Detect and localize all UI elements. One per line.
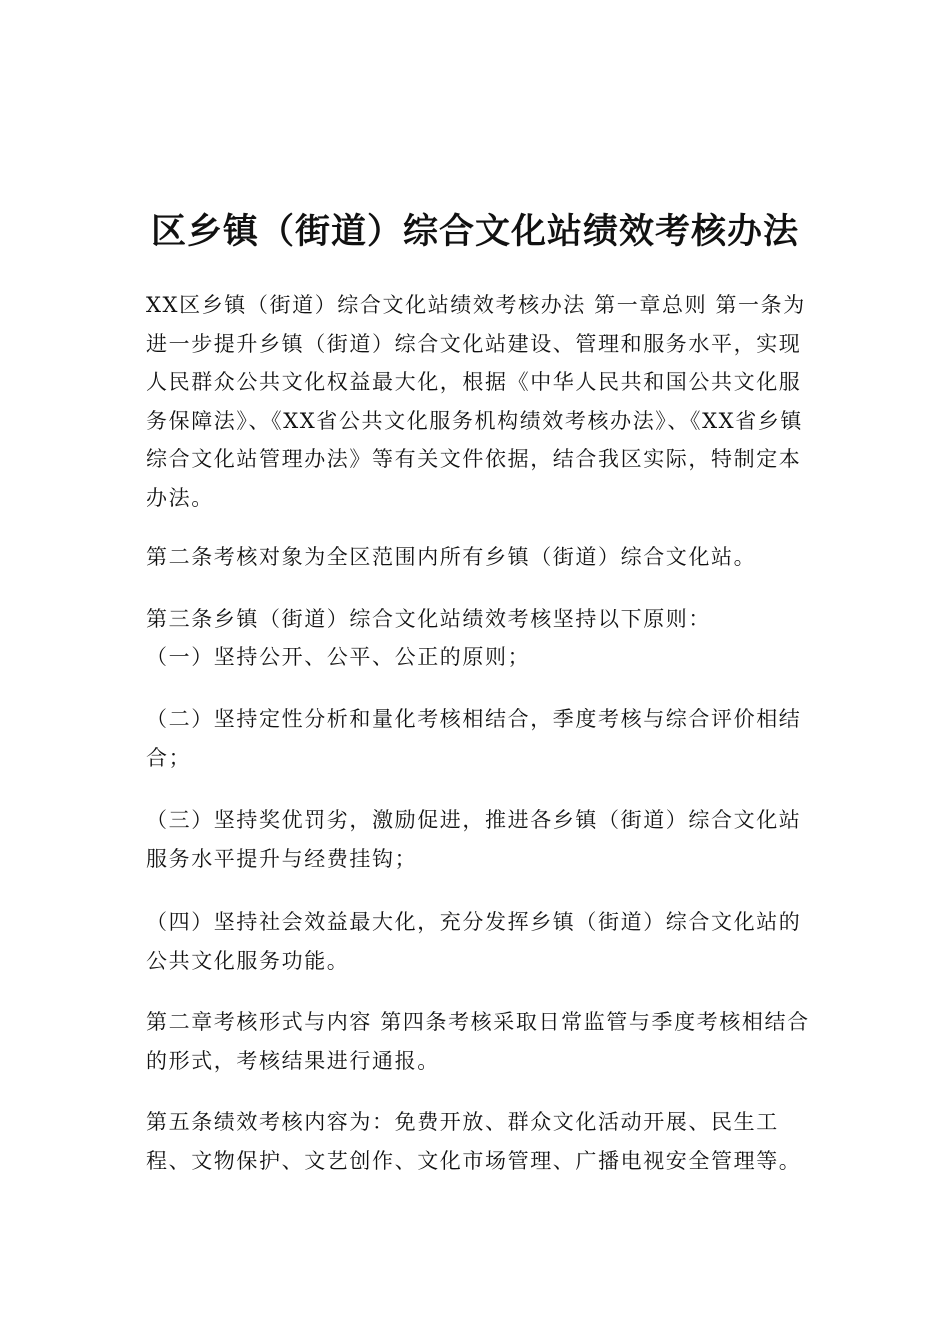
document-title: 区乡镇（街道）综合文化站绩效考核办法: [150, 212, 799, 252]
paragraph-chapter-two-article-four: 第二章考核形式与内容 第四条考核采取日常监管与季度考核相结合的形式，考核结果进行通报。: [146, 1010, 810, 1073]
paragraph-article-five: 第五条绩效考核内容为：免费开放、群众文化活动开展、民生工程、文物保护、文艺创作、文化市场管理、广播电视安全管理等。: [146, 1110, 802, 1173]
paragraph-article-two: 第二条考核对象为全区范围内所有乡镇（街道）综合文化站。: [146, 545, 757, 569]
paragraph-chapter-one-article-one: XX区乡镇（街道）综合文化站绩效考核办法 第一章总则 第一条为进一步提升乡镇（街道）综合文化站建设、管理和服务水平，实现人民群众公共文化权益最大化，根据《中华人民共和国公共文化服务保障法》、《XX省公共文化服务机构绩效考核办法》、《XX省乡镇综合文化站管理办法》等有关文件依据，结合我区实际，特制定本办法。: [146, 293, 806, 510]
principle-item-1: （一）坚持公开、公平、公正的原则；: [146, 645, 531, 669]
paragraph-article-three: 第三条乡镇（街道）综合文化站绩效考核坚持以下原则：: [146, 607, 711, 631]
principle-item-2: （二）坚持定性分析和量化考核相结合，季度考核与综合评价相结合；: [146, 707, 802, 770]
principle-item-4: （四）坚持社会效益最大化，充分发挥乡镇（街道）综合文化站的公共文化服务功能。: [146, 910, 802, 973]
principle-item-3: （三）坚持奖优罚劣，激励促进，推进各乡镇（街道）综合文化站服务水平提升与经费挂钩；: [146, 808, 802, 871]
